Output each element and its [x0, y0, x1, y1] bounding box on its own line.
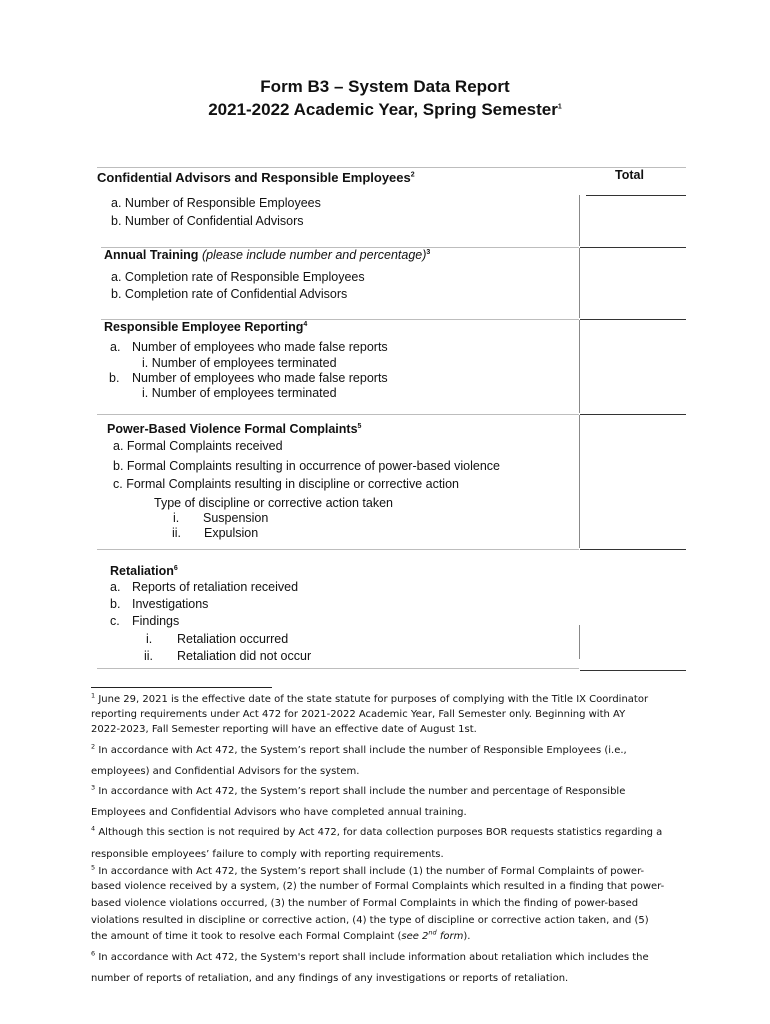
list-item: Number of employees who made false reports	[132, 340, 388, 354]
row-divider	[97, 549, 579, 550]
footnote-5: $^5$ In accordance with Act 472, the System’s report shall include (1) the number of Formal Complaints of power-	[91, 863, 645, 877]
list-item: c.	[110, 614, 120, 628]
section-heading-advisors: Confidential Advisors and Responsible Employees$^2$	[97, 170, 415, 185]
list-item: a. Formal Complaints received	[113, 439, 283, 453]
footnote-1-line: reporting requirements under Act 472 for 2021-2022 Academic Year, Fall Semester only. Beginning with AY	[91, 709, 626, 720]
list-item: Reports of retaliation received	[132, 580, 299, 594]
form-title: Form B3 – System Data Report	[260, 77, 510, 96]
list-item: Type of discipline or corrective action taken	[154, 496, 394, 510]
total-cell-rule	[580, 549, 686, 550]
footnote-2: $^2$ In accordance with Act 472, the System’s report shall include the number of Responsible Employees (i.e.,	[91, 742, 627, 756]
table-bottom-rule	[97, 668, 579, 669]
list-item: Findings	[132, 614, 180, 628]
column-divider	[579, 248, 580, 318]
form-subtitle: 2021-2022 Academic Year, Spring Semester$^1$	[208, 100, 562, 119]
table-top-rule	[97, 167, 686, 168]
list-item: ii.	[172, 526, 182, 540]
list-item: i.	[146, 632, 153, 646]
list-item: Retaliation did not occur	[177, 649, 312, 663]
list-item: ii.	[144, 649, 154, 663]
footnote-ref-1: 1	[557, 103, 562, 111]
section-heading-reporting: Responsible Employee Reporting$^4$	[104, 320, 308, 334]
footnote-5-line: based violence violations occurred, (3) the number of Formal Complaints in which the finding of power-based	[91, 898, 639, 909]
section-heading-training: Annual Training (please include number and percentage)$^3$	[104, 248, 431, 262]
list-item: Expulsion	[204, 526, 259, 540]
footnote-4-line: responsible employees’ failure to comply with reporting requirements.	[91, 849, 444, 860]
footnote-4: $^4$ Although this section is not required by Act 472, for data collection purposes BOR requests statistics regarding a	[91, 824, 663, 838]
total-cell-rule	[580, 414, 686, 415]
list-item: b. Formal Complaints resulting in occurrence of power-based violence	[113, 459, 501, 473]
footnote-3: $^3$ In accordance with Act 472, the System’s report shall include the number and percentage of Responsible	[91, 783, 626, 797]
list-item: i.	[173, 511, 180, 525]
total-cell-rule	[580, 319, 686, 320]
footnote-5-line: based violence received by a system, (2) the number of Formal Complaints which resulted in a finding that power-	[91, 881, 665, 892]
footnote-5-line: the amount of time it took to resolve each Formal Complaint (see 2nd form).	[91, 928, 471, 942]
column-divider	[579, 320, 580, 413]
list-item: Investigations	[132, 597, 209, 611]
section-heading-retaliation: Retaliation$^6$	[110, 564, 178, 578]
total-column-header: Total	[615, 168, 644, 182]
list-item: a.	[110, 340, 121, 354]
list-item: b. Completion rate of Confidential Advisors	[111, 287, 348, 301]
footnote-separator	[91, 687, 272, 688]
list-item: b.	[109, 371, 120, 385]
footnote-5-line: violations resulted in discipline or corrective action, (4) the type of discipline or corrective action taken, and (5)	[91, 915, 649, 926]
list-item: b.	[110, 597, 121, 611]
list-item: a. Number of Responsible Employees	[111, 196, 321, 210]
list-item: i. Number of employees terminated	[142, 356, 337, 370]
list-item: Suspension	[203, 511, 269, 525]
total-header-underline	[586, 195, 686, 196]
list-item: Retaliation occurred	[177, 632, 289, 646]
footnote-1-line: 2022-2023, Fall Semester reporting will have an effective date of August 1st.	[91, 724, 477, 735]
footnote-3-line: Employees and Confidential Advisors who have completed annual training.	[91, 807, 467, 818]
footnote-6-line: number of reports of retaliation, and any findings of any investigations or reports of retaliation.	[91, 973, 569, 984]
column-divider	[579, 625, 580, 659]
footnote-2-line: employees) and Confidential Advisors for the system.	[91, 766, 360, 777]
total-cell-rule	[580, 670, 686, 671]
list-item: i. Number of employees terminated	[142, 386, 337, 400]
list-item: a. Completion rate of Responsible Employees	[111, 270, 365, 284]
column-divider	[579, 415, 580, 548]
footnote-6: $^6$ In accordance with Act 472, the System's report shall include information about retaliation which includes the	[91, 949, 649, 963]
list-item: c. Formal Complaints resulting in discipline or corrective action	[113, 477, 459, 491]
list-item: Number of employees who made false reports	[132, 371, 388, 385]
row-divider	[97, 414, 579, 415]
total-cell-rule	[580, 247, 686, 248]
list-item: a.	[110, 580, 121, 594]
section-heading-pbv: Power-Based Violence Formal Complaints$^5$	[107, 422, 362, 436]
list-item: b. Number of Confidential Advisors	[111, 214, 304, 228]
footnote-1: $^1$ June 29, 2021 is the effective date of the state statute for purposes of complying with the Title IX Coordinator	[91, 691, 649, 705]
column-divider	[579, 195, 580, 246]
